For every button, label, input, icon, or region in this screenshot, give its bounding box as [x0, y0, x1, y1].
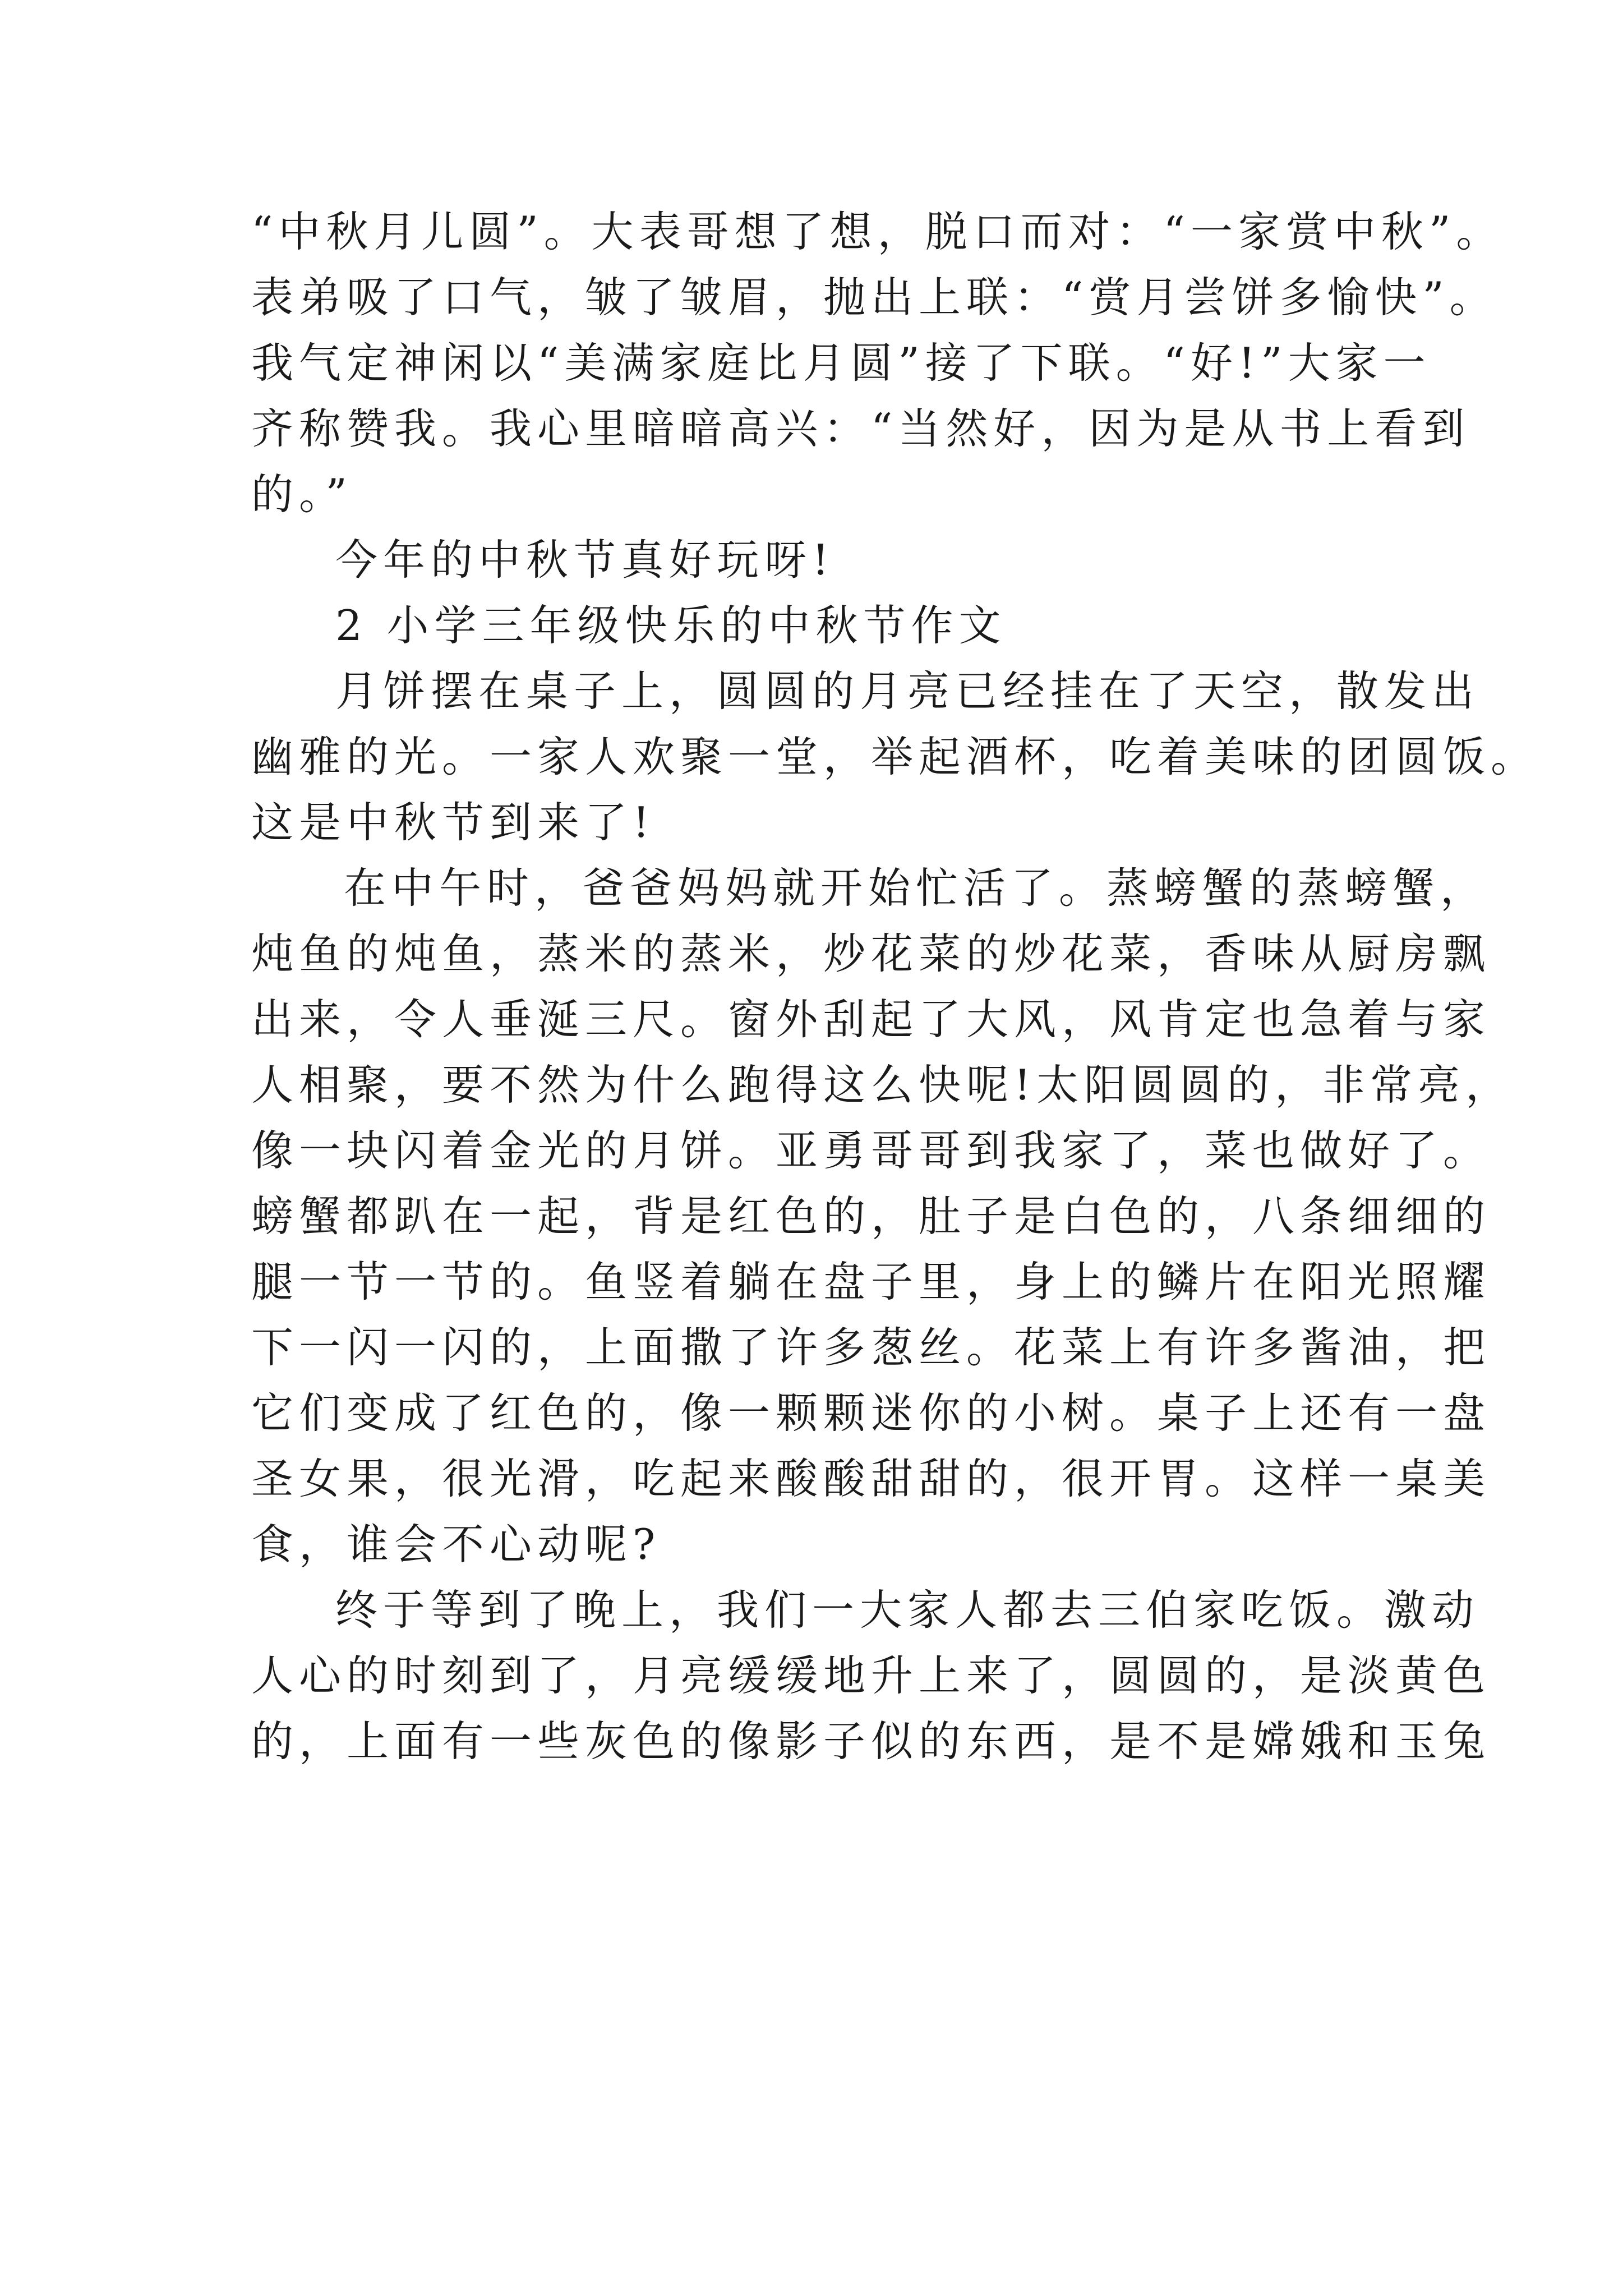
text-line: 这是中秋节到来了!	[251, 798, 656, 847]
text-line: 像一块闪着金光的月饼。亚勇哥哥到我家了，菜也做好了。	[251, 1126, 1491, 1175]
text-line: 人心的时刻到了，月亮缓缓地升上来了，圆圆的，是淡黄色	[251, 1651, 1491, 1700]
text-line: 的。”	[251, 470, 353, 519]
text-line: 腿一节一节的。鱼竖着躺在盘子里，身上的鳞片在阳光照耀	[251, 1257, 1491, 1306]
text-line: 螃蟹都趴在一起，背是红色的，肚子是白色的，八条细细的	[251, 1191, 1491, 1241]
text-line: 表弟吸了口气，皱了皱眉，抛出上联：“赏月尝饼多愉快”。	[251, 273, 1497, 322]
section-heading: 2 小学三年级快乐的中秋节作文	[335, 601, 1007, 650]
paragraph-start-line: 今年的中秋节真好玩呀!	[335, 535, 835, 585]
paragraph-start-line: 月饼摆在桌子上，圆圆的月亮已经挂在了天空，散发出	[335, 666, 1480, 716]
text-line: 我气定神闲以“美满家庭比月圆”接了下联。“好!”大家一	[251, 338, 1431, 388]
text-line: 食，谁会不心动呢?	[251, 1520, 661, 1569]
text-line: 幽雅的光。一家人欢聚一堂，举起酒杯，吃着美味的团圆饭。	[251, 732, 1539, 781]
text-line: 圣女果，很光滑，吃起来酸酸甜甜的，很开胃。这样一桌美	[251, 1454, 1491, 1503]
text-line: 的，上面有一些灰色的像影子似的东西，是不是嫦娥和玉兔	[251, 1717, 1491, 1766]
text-line: “中秋月儿圆”。大表哥想了想，脱口而对：“一家赏中秋”。	[251, 207, 1504, 256]
text-line: 下一闪一闪的，上面撒了许多葱丝。花菜上有许多酱油，把	[251, 1323, 1491, 1372]
text-line: 出来，令人垂涎三尺。窗外刮起了大风，风肯定也急着与家	[251, 995, 1491, 1044]
text-line: 齐称赞我。我心里暗暗高兴：“当然好，因为是从书上看到	[251, 404, 1470, 453]
text-line: 人相聚，要不然为什么跑得这么快呢!太阳圆圆的，非常亮，	[251, 1060, 1514, 1110]
paragraph-start-line: 在中午时，爸爸妈妈就开始忙活了。蒸螃蟹的蒸螃蟹，	[344, 863, 1488, 913]
text-line: 炖鱼的炖鱼，蒸米的蒸米，炒花菜的炒花菜，香味从厨房飘	[251, 929, 1491, 978]
text-line: 它们变成了红色的，像一颗颗迷你的小树。桌子上还有一盘	[251, 1388, 1491, 1438]
essay-body	[251, 199, 1539, 1774]
paragraph-start-line: 终于等到了晚上，我们一大家人都去三伯家吃饭。激动	[335, 1585, 1480, 1635]
